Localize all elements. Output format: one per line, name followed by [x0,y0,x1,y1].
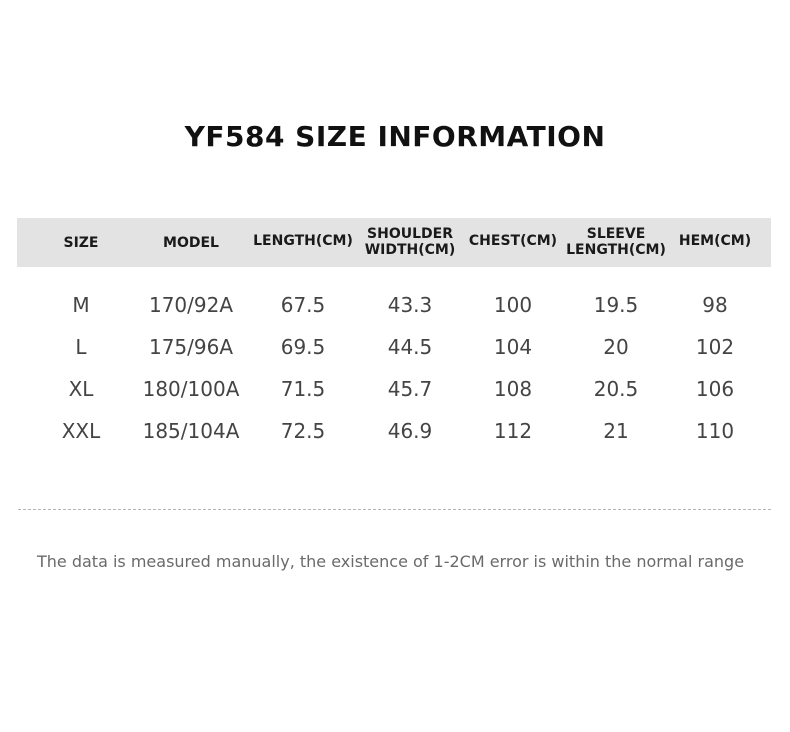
cell-chest: 100 [493,293,533,317]
dashed-divider [18,509,771,510]
header-size [39,218,123,267]
cell-model: 170/92A [148,293,234,317]
table-row [17,326,771,368]
cell-chest: 104 [493,335,533,359]
cell-length: 69.5 [280,335,326,359]
table-row [17,368,771,410]
cell-size: L [75,335,87,359]
cell-model: 185/104A [142,419,240,443]
table-header [17,218,771,267]
cell-length: 72.5 [280,419,326,443]
measurement-note: The data is measured manually, the existence of 1-2CM error is within the normal range [37,552,745,571]
cell-shoulder-width: 44.5 [387,335,433,359]
header-chest [467,218,559,267]
table-row [17,284,771,326]
cell-hem: 98 [702,293,728,317]
cell-shoulder-width: 43.3 [387,293,433,317]
header-shoulder-label-line2: WIDTH(CM) [364,241,456,258]
cell-sleeve-length: 19.5 [593,293,639,317]
cell-model: 175/96A [148,335,234,359]
header-hem [673,218,757,267]
cell-size: XXL [61,419,101,443]
header-sleeve-label-line2: LENGTH(CM) [566,241,666,258]
cell-sleeve-length: 20.5 [593,377,639,401]
header-size-label: SIZE [63,234,99,251]
header-model-label: MODEL [163,234,219,251]
header-chest-label: CHEST(CM) [468,232,558,249]
cell-hem: 106 [695,377,735,401]
cell-hem: 102 [695,335,735,359]
header-length-label: LENGTH(CM) [253,232,353,249]
page-title: YF584 SIZE INFORMATION [184,120,606,153]
cell-length: 67.5 [280,293,326,317]
cell-shoulder-width: 46.9 [387,419,433,443]
cell-sleeve-length: 21 [603,419,629,443]
cell-length: 71.5 [280,377,326,401]
header-length [253,218,353,267]
cell-size: XL [68,377,94,401]
header-sleeve-label-line1: SLEEVE [586,225,646,242]
header-shoulder-width [360,218,460,267]
header-sleeve-length [567,218,665,267]
cell-chest: 112 [493,419,533,443]
cell-model: 180/100A [142,377,240,401]
table-row [17,410,771,452]
cell-sleeve-length: 20 [603,335,629,359]
header-hem-label: HEM(CM) [678,232,752,249]
cell-hem: 110 [695,419,735,443]
cell-size: M [72,293,90,317]
header-model [139,218,243,267]
cell-shoulder-width: 45.7 [387,377,433,401]
size-table-body [17,284,771,452]
header-shoulder-label-line1: SHOULDER [367,225,453,242]
cell-chest: 108 [493,377,533,401]
